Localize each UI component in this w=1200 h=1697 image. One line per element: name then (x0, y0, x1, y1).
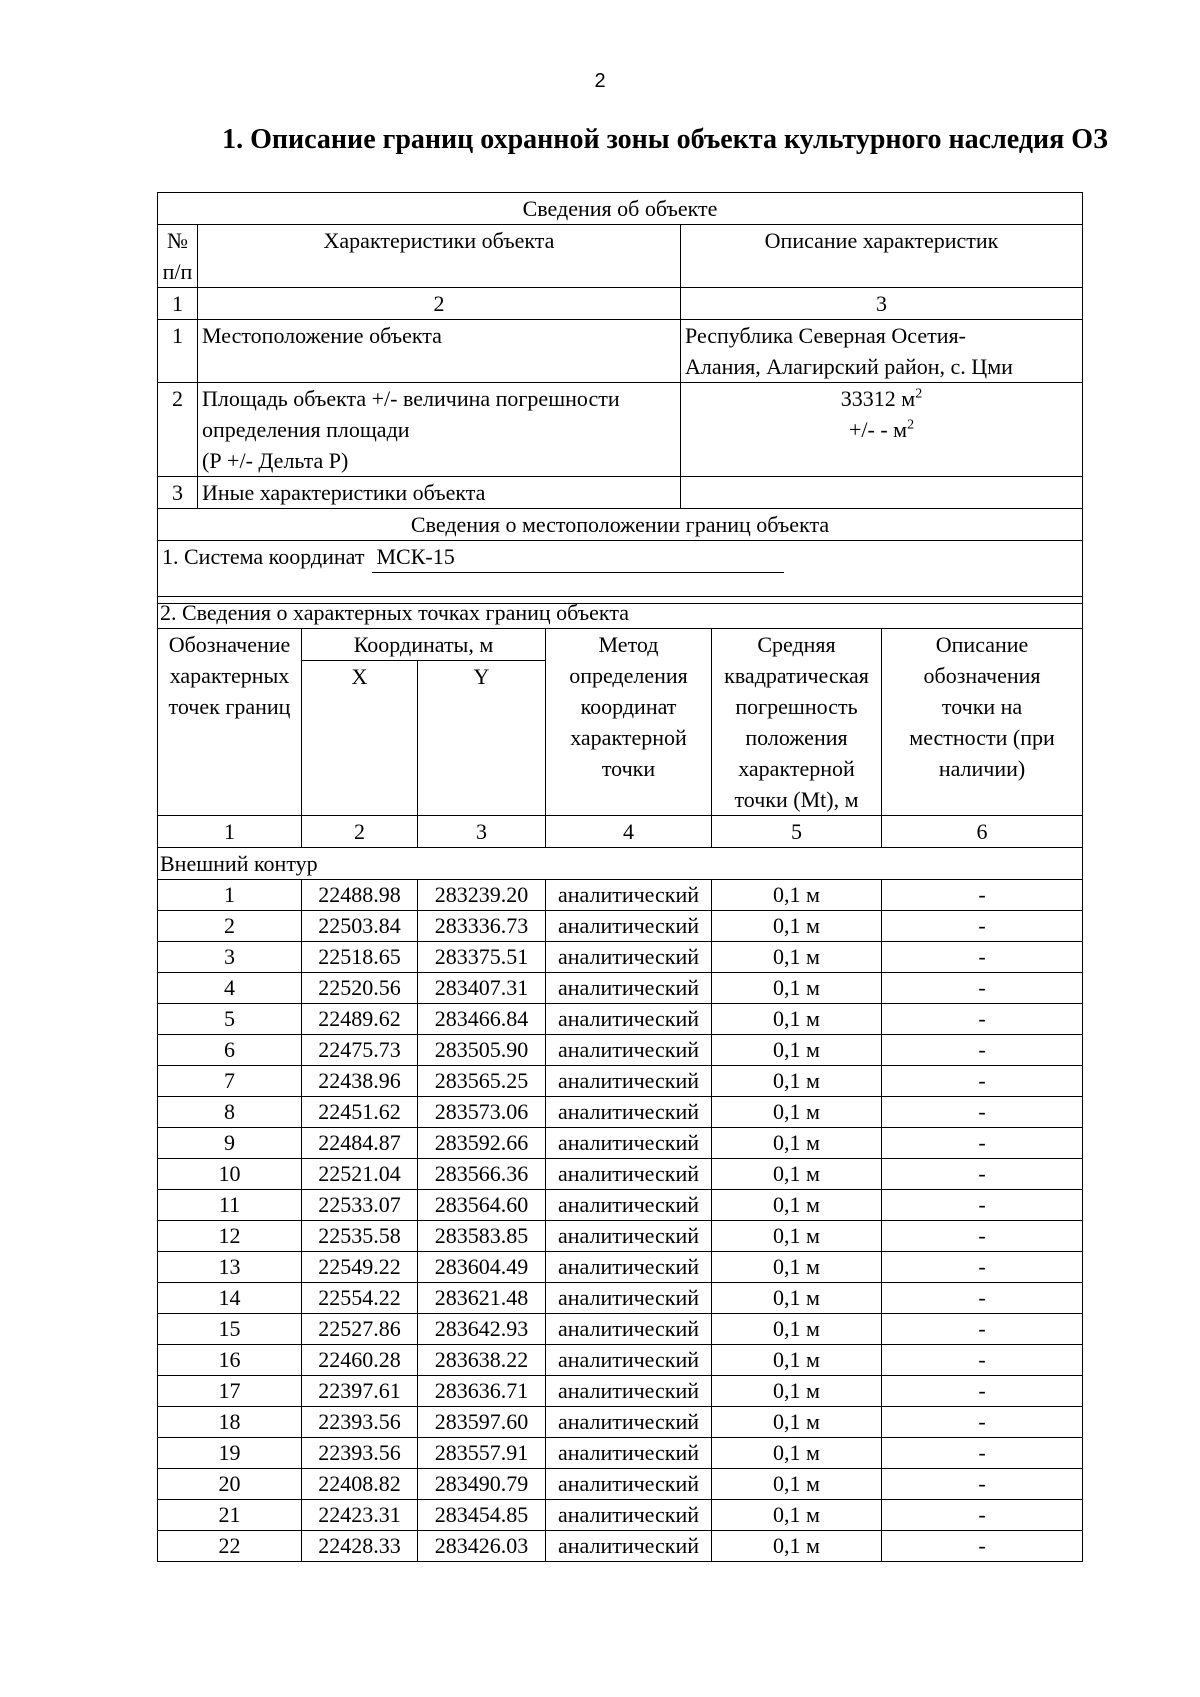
point-desc: - (882, 1345, 1083, 1376)
point-method: аналитический (546, 1283, 712, 1314)
point-number: 1 (158, 880, 302, 911)
point-x: 22527.86 (302, 1314, 418, 1345)
point-number: 19 (158, 1438, 302, 1469)
point-method: аналитический (546, 880, 712, 911)
point-number: 9 (158, 1128, 302, 1159)
point-error: 0,1 м (712, 1159, 882, 1190)
coord-system-value: МСК-15 (372, 541, 784, 573)
point-desc: - (882, 880, 1083, 911)
col-idx: 3 (418, 816, 546, 848)
point-desc: - (882, 973, 1083, 1004)
table-row (158, 911, 1083, 942)
table-row (158, 1345, 1083, 1376)
point-y: 283336.73 (418, 911, 546, 942)
area-label: Площадь объекта +/- величина погрешности определения площади (Р +/- Дельта Р) (198, 383, 681, 477)
point-y: 283466.84 (418, 1004, 546, 1035)
col-idx: 1 (158, 816, 302, 848)
point-number: 21 (158, 1500, 302, 1531)
point-desc: - (882, 1221, 1083, 1252)
table-row (158, 1314, 1083, 1345)
point-method: аналитический (546, 1345, 712, 1376)
point-desc: - (882, 1531, 1083, 1562)
table-row (158, 1283, 1083, 1314)
points-section-title: 2. Сведения о характерных точках границ объекта (158, 597, 1083, 629)
point-error: 0,1 м (712, 880, 882, 911)
object-info-header: Сведения об объекте (158, 193, 1083, 225)
idx-cell: 1 (158, 288, 198, 320)
point-desc: - (882, 1066, 1083, 1097)
point-desc: - (882, 1097, 1083, 1128)
point-error: 0,1 м (712, 1469, 882, 1500)
point-error: 0,1 м (712, 1097, 882, 1128)
point-number: 15 (158, 1314, 302, 1345)
point-y: 283490.79 (418, 1469, 546, 1500)
point-x: 22533.07 (302, 1190, 418, 1221)
object-info-table (157, 192, 1083, 604)
point-method: аналитический (546, 1035, 712, 1066)
point-method: аналитический (546, 1128, 712, 1159)
point-error: 0,1 м (712, 911, 882, 942)
point-number: 8 (158, 1097, 302, 1128)
point-x: 22408.82 (302, 1469, 418, 1500)
point-desc: - (882, 1469, 1083, 1500)
point-method: аналитический (546, 973, 712, 1004)
error-header: Средняя квадратическая погрешность положения характерной точки (Mt), м (712, 629, 882, 816)
table-row (158, 1128, 1083, 1159)
col-idx: 2 (302, 816, 418, 848)
point-y: 283375.51 (418, 942, 546, 973)
table-row (158, 1252, 1083, 1283)
point-method: аналитический (546, 1407, 712, 1438)
point-y: 283592.66 (418, 1128, 546, 1159)
point-y: 283565.25 (418, 1066, 546, 1097)
idx-cell: 2 (198, 288, 681, 320)
location-header: Сведения о местоположении границ объекта (158, 509, 1083, 541)
boundary-points-table (157, 596, 1083, 1562)
point-number: 20 (158, 1469, 302, 1500)
table-row (158, 1531, 1083, 1562)
table-row (158, 1221, 1083, 1252)
point-desc: - (882, 1500, 1083, 1531)
point-desc-header: Описание обозначения точки на местности (при наличии) (882, 629, 1083, 816)
row-number: 3 (158, 477, 198, 509)
point-desc: - (882, 1376, 1083, 1407)
point-x: 22397.61 (302, 1376, 418, 1407)
contour-label: Внешний контур (158, 848, 1083, 880)
point-x: 22549.22 (302, 1252, 418, 1283)
table-row (158, 1004, 1083, 1035)
table-row (158, 1407, 1083, 1438)
point-x: 22460.28 (302, 1345, 418, 1376)
col-desc-header: Описание характеристик (681, 225, 1083, 288)
point-error: 0,1 м (712, 1531, 882, 1562)
point-method: аналитический (546, 1314, 712, 1345)
point-number: 10 (158, 1159, 302, 1190)
point-method: аналитический (546, 1159, 712, 1190)
point-x: 22535.58 (302, 1221, 418, 1252)
point-y: 283642.93 (418, 1314, 546, 1345)
designation-header: Обозначение характерных точек границ (158, 629, 302, 816)
other-chars-label: Иные характеристики объекта (198, 477, 681, 509)
point-error: 0,1 м (712, 1438, 882, 1469)
point-number: 11 (158, 1190, 302, 1221)
point-method: аналитический (546, 1469, 712, 1500)
point-number: 17 (158, 1376, 302, 1407)
location-value: Республика Северная Осетия- Алания, Алагирский район, с. Цми (681, 320, 1083, 383)
point-error: 0,1 м (712, 1283, 882, 1314)
point-error: 0,1 м (712, 1314, 882, 1345)
col-idx: 6 (882, 816, 1083, 848)
point-x: 22489.62 (302, 1004, 418, 1035)
area-value-line1: 33312 м (840, 386, 916, 411)
point-error: 0,1 м (712, 1066, 882, 1097)
page-title: 1. Описание границ охранной зоны объекта культурного наследия ОЗ (222, 124, 1108, 155)
point-number: 16 (158, 1345, 302, 1376)
table-row (158, 880, 1083, 911)
area-value-line2: +/- - м (848, 417, 908, 442)
point-x: 22520.56 (302, 973, 418, 1004)
point-error: 0,1 м (712, 1190, 882, 1221)
point-desc: - (882, 1004, 1083, 1035)
coords-header: Координаты, м (302, 629, 546, 661)
row-number: 1 (158, 320, 198, 383)
point-x: 22393.56 (302, 1407, 418, 1438)
point-x: 22554.22 (302, 1283, 418, 1314)
point-method: аналитический (546, 1221, 712, 1252)
col-num-header: № п/п (158, 225, 198, 288)
point-error: 0,1 м (712, 1376, 882, 1407)
point-y: 283454.85 (418, 1500, 546, 1531)
point-y: 283597.60 (418, 1407, 546, 1438)
table-row (158, 1159, 1083, 1190)
area-value (681, 383, 1083, 477)
point-error: 0,1 м (712, 1500, 882, 1531)
point-error: 0,1 м (712, 942, 882, 973)
idx-cell: 3 (681, 288, 1083, 320)
point-error: 0,1 м (712, 1004, 882, 1035)
point-number: 13 (158, 1252, 302, 1283)
point-method: аналитический (546, 1376, 712, 1407)
table-row (158, 1438, 1083, 1469)
point-x: 22521.04 (302, 1159, 418, 1190)
area-unit-sup: 2 (907, 417, 915, 433)
point-desc: - (882, 1128, 1083, 1159)
table-row (158, 1066, 1083, 1097)
col-char-header: Характеристики объекта (198, 225, 681, 288)
col-idx: 4 (546, 816, 712, 848)
location-label: Местоположение объекта (198, 320, 681, 383)
point-method: аналитический (546, 1004, 712, 1035)
point-error: 0,1 м (712, 1128, 882, 1159)
table-row (158, 1500, 1083, 1531)
point-number: 22 (158, 1531, 302, 1562)
point-number: 7 (158, 1066, 302, 1097)
point-x: 22428.33 (302, 1531, 418, 1562)
point-method: аналитический (546, 1531, 712, 1562)
point-error: 0,1 м (712, 1035, 882, 1066)
point-method: аналитический (546, 1252, 712, 1283)
point-x: 22438.96 (302, 1066, 418, 1097)
point-y: 283564.60 (418, 1190, 546, 1221)
point-x: 22475.73 (302, 1035, 418, 1066)
point-method: аналитический (546, 1097, 712, 1128)
point-number: 3 (158, 942, 302, 973)
point-y: 283426.03 (418, 1531, 546, 1562)
point-method: аналитический (546, 942, 712, 973)
point-y: 283239.20 (418, 880, 546, 911)
point-desc: - (882, 1314, 1083, 1345)
point-number: 12 (158, 1221, 302, 1252)
point-desc: - (882, 1035, 1083, 1066)
point-desc: - (882, 1283, 1083, 1314)
table-row (158, 1469, 1083, 1500)
point-desc: - (882, 1190, 1083, 1221)
point-y: 283636.71 (418, 1376, 546, 1407)
table-row (158, 1097, 1083, 1128)
point-y: 283566.36 (418, 1159, 546, 1190)
area-unit-sup: 2 (915, 386, 923, 402)
point-method: аналитический (546, 1438, 712, 1469)
coord-system-label: 1. Система координат (162, 544, 365, 569)
point-y: 283638.22 (418, 1345, 546, 1376)
point-error: 0,1 м (712, 1252, 882, 1283)
point-x: 22518.65 (302, 942, 418, 973)
x-header: X (302, 661, 418, 816)
point-y: 283407.31 (418, 973, 546, 1004)
y-header: Y (418, 661, 546, 816)
point-y: 283621.48 (418, 1283, 546, 1314)
point-x: 22488.98 (302, 880, 418, 911)
point-x: 22503.84 (302, 911, 418, 942)
point-method: аналитический (546, 911, 712, 942)
point-number: 2 (158, 911, 302, 942)
point-desc: - (882, 1159, 1083, 1190)
point-x: 22423.31 (302, 1500, 418, 1531)
point-method: аналитический (546, 1066, 712, 1097)
point-number: 6 (158, 1035, 302, 1066)
point-y: 283604.49 (418, 1252, 546, 1283)
point-desc: - (882, 1438, 1083, 1469)
point-y: 283505.90 (418, 1035, 546, 1066)
point-error: 0,1 м (712, 1407, 882, 1438)
point-number: 5 (158, 1004, 302, 1035)
point-y: 283583.85 (418, 1221, 546, 1252)
point-desc: - (882, 942, 1083, 973)
point-desc: - (882, 1252, 1083, 1283)
point-error: 0,1 м (712, 973, 882, 1004)
point-x: 22484.87 (302, 1128, 418, 1159)
row-number: 2 (158, 383, 198, 477)
point-desc: - (882, 911, 1083, 942)
table-row (158, 1190, 1083, 1221)
table-row (158, 973, 1083, 1004)
coord-system-row (158, 541, 1083, 604)
col-idx: 5 (712, 816, 882, 848)
page-number: 2 (594, 70, 606, 92)
point-y: 283557.91 (418, 1438, 546, 1469)
point-error: 0,1 м (712, 1221, 882, 1252)
table-row (158, 1035, 1083, 1066)
table-row (158, 942, 1083, 973)
other-chars-value (681, 477, 1083, 509)
table-row (158, 1376, 1083, 1407)
point-number: 4 (158, 973, 302, 1004)
point-number: 14 (158, 1283, 302, 1314)
point-number: 18 (158, 1407, 302, 1438)
point-method: аналитический (546, 1190, 712, 1221)
method-header: Метод определения координат характерной точки (546, 629, 712, 816)
point-error: 0,1 м (712, 1345, 882, 1376)
point-y: 283573.06 (418, 1097, 546, 1128)
point-x: 22393.56 (302, 1438, 418, 1469)
point-method: аналитический (546, 1500, 712, 1531)
point-x: 22451.62 (302, 1097, 418, 1128)
point-desc: - (882, 1407, 1083, 1438)
